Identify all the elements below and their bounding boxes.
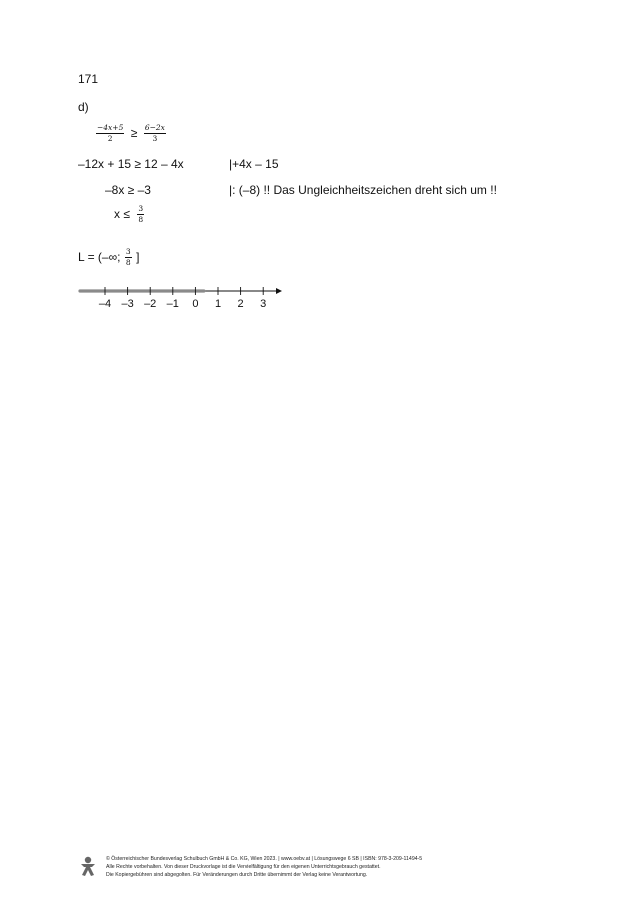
step4-denominator: 8	[138, 214, 144, 224]
task-label: d)	[78, 100, 89, 114]
solution-fraction	[125, 248, 132, 266]
tick-label: –3	[121, 298, 134, 310]
rhs-fraction	[144, 124, 166, 142]
footer-copyright: © Österreichischer Bundesverlag Schulbuch GmbH & Co. KG, Wien 2023. | www.oebv.at | Lösungswege 6 SB | ISBN: 978-3-209-11494-5	[106, 856, 423, 862]
tick-label: –1	[166, 298, 179, 310]
step2-expression: –12x + 15 ≥ 12 – 4x	[78, 157, 184, 171]
step4-result	[114, 205, 144, 223]
rhs-numerator: 6−2x	[144, 123, 165, 132]
axis-arrow-icon	[276, 288, 282, 294]
tick-label: 2	[237, 298, 244, 310]
tick-label: –4	[98, 298, 112, 310]
footer-rights: Alle Rechte vorbehalten. Von dieser Druckvorlage ist die Vervielfältigung für den eigenen Unterrichtsgebrauch gestattet.	[106, 864, 381, 870]
rhs-denominator: 3	[152, 133, 158, 143]
tick-label: –2	[144, 298, 157, 310]
tick-label: 1	[214, 298, 222, 310]
tick-label: 0	[192, 298, 199, 310]
oebv-logo-icon	[78, 855, 98, 877]
step4-fraction	[137, 205, 144, 223]
step3-expression: –8x ≥ –3	[105, 183, 151, 197]
step1-inequality	[96, 124, 166, 142]
lhs-fraction	[96, 124, 124, 142]
solution-prefix: L = (–∞;	[78, 250, 121, 264]
number-line	[78, 283, 288, 313]
footer-disclaimer: Die Kopiergebühren sind abgegolten. Für Veränderungen durch Dritte übernimmt der Verlag keine Verantwortung.	[106, 872, 368, 878]
page-number: 171	[78, 72, 99, 86]
step4-lhs: x ≤	[114, 207, 130, 221]
step3-note: |: (–8) !! Das Ungleichheitszeichen dreht sich um !!	[229, 183, 497, 197]
solution-set	[78, 248, 140, 266]
solution-numerator: 3	[125, 247, 131, 256]
solution-denominator: 8	[125, 257, 131, 267]
step4-numerator: 3	[138, 204, 144, 213]
step2-note: |+4x – 15	[229, 157, 279, 171]
tick-label: 3	[260, 298, 267, 310]
solution-suffix: ]	[136, 250, 140, 264]
lhs-numerator: −4x+5	[97, 123, 124, 132]
ge-operator: ≥	[130, 126, 138, 140]
lhs-denominator: 2	[107, 133, 113, 143]
